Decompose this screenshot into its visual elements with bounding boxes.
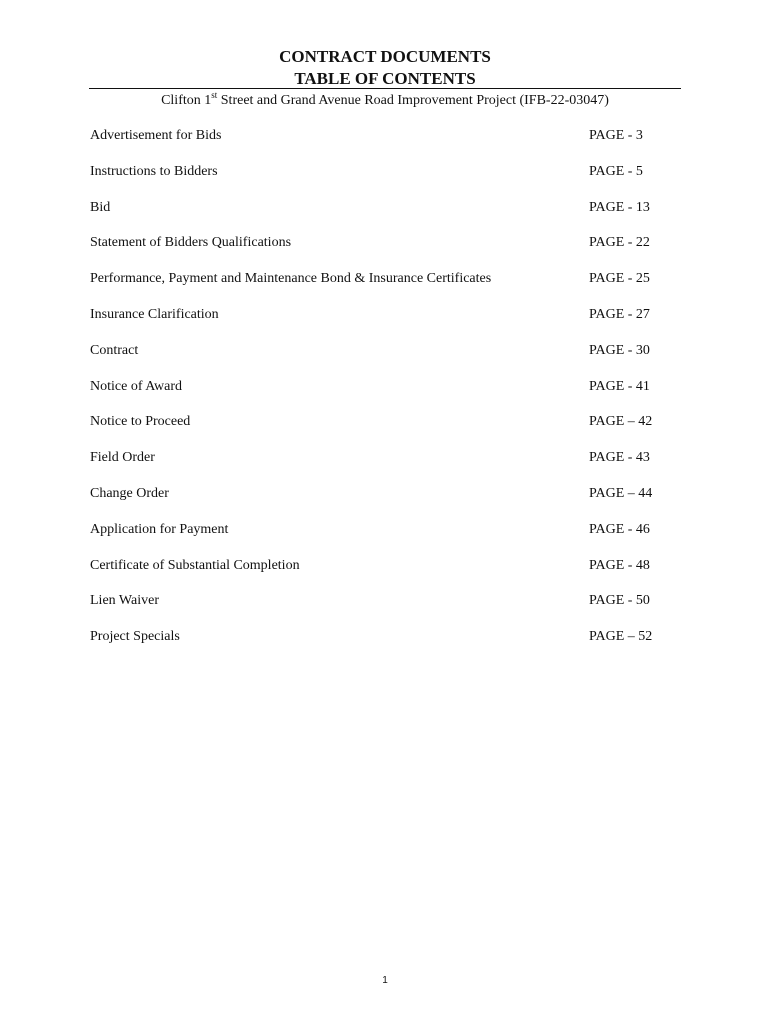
toc-row xyxy=(90,198,690,234)
toc-entry-title: Project Specials xyxy=(90,629,180,645)
title-underline xyxy=(89,88,681,89)
toc-entry-page: PAGE - 41 xyxy=(589,378,650,394)
toc-entry-title: Certificate of Substantial Completion xyxy=(90,557,300,573)
toc-row xyxy=(90,412,690,448)
toc-entry-page: PAGE - 43 xyxy=(589,450,650,466)
toc-entry-page: PAGE - 46 xyxy=(589,521,650,537)
subtitle-superscript: st xyxy=(211,90,218,100)
toc-entry-page: PAGE - 50 xyxy=(589,593,650,609)
toc-entry-page: PAGE - 22 xyxy=(589,235,650,251)
toc-row xyxy=(90,520,690,556)
document-title: CONTRACT DOCUMENTS xyxy=(279,47,491,66)
toc-row xyxy=(90,448,690,484)
toc-entry-title: Performance, Payment and Maintenance Bond & Insurance Certificates xyxy=(90,271,492,287)
toc-row xyxy=(90,377,690,413)
toc-entry-title: Change Order xyxy=(90,485,169,501)
toc-row xyxy=(90,233,690,269)
toc-row xyxy=(90,484,690,520)
toc-entry-page: PAGE - 48 xyxy=(589,557,650,573)
toc-entry-page: PAGE - 3 xyxy=(589,128,643,143)
toc-heading: TABLE OF CONTENTS xyxy=(294,69,476,88)
toc-entry-title: Field Order xyxy=(90,450,155,466)
toc-entry-title: Insurance Clarification xyxy=(90,306,219,322)
toc-entry-title: Statement of Bidders Qualifications xyxy=(90,235,292,251)
toc-row xyxy=(90,126,690,162)
subtitle-prefix: Clifton 1 xyxy=(161,93,212,108)
toc-row xyxy=(90,627,690,663)
toc-entry-title: Lien Waiver xyxy=(90,593,159,609)
toc-entry-title: Application for Payment xyxy=(90,521,229,537)
toc-entry-page: PAGE - 25 xyxy=(589,271,650,287)
toc-entry-page: PAGE - 30 xyxy=(589,342,650,358)
toc-row xyxy=(90,269,690,305)
toc-row xyxy=(90,162,690,198)
toc-entry-title: Notice of Award xyxy=(90,378,183,394)
toc-entry-title: Instructions to Bidders xyxy=(90,163,218,179)
toc-entry-title: Contract xyxy=(90,342,139,358)
toc-entry-page: PAGE – 52 xyxy=(589,629,653,645)
toc-row xyxy=(90,556,690,592)
toc-entry-page: PAGE - 5 xyxy=(589,163,643,179)
toc-row xyxy=(90,341,690,377)
toc-entry-title: Notice to Proceed xyxy=(90,414,191,430)
toc-entry-title: Advertisement for Bids xyxy=(90,128,222,143)
table-of-contents xyxy=(90,126,690,663)
toc-row xyxy=(90,591,690,627)
toc-entry-page: PAGE - 13 xyxy=(589,199,650,215)
subtitle-suffix: Street and Grand Avenue Road Improvement Project (IFB-22-03047) xyxy=(217,93,609,108)
toc-entry-page: PAGE – 42 xyxy=(589,414,653,430)
toc-entry-page: PAGE - 27 xyxy=(589,306,650,322)
toc-entry-title: Bid xyxy=(90,199,111,215)
toc-row xyxy=(90,305,690,341)
toc-entry-page: PAGE – 44 xyxy=(589,485,653,501)
page-number: 1 xyxy=(382,975,388,986)
project-subtitle xyxy=(0,91,770,111)
title-block xyxy=(0,46,770,90)
